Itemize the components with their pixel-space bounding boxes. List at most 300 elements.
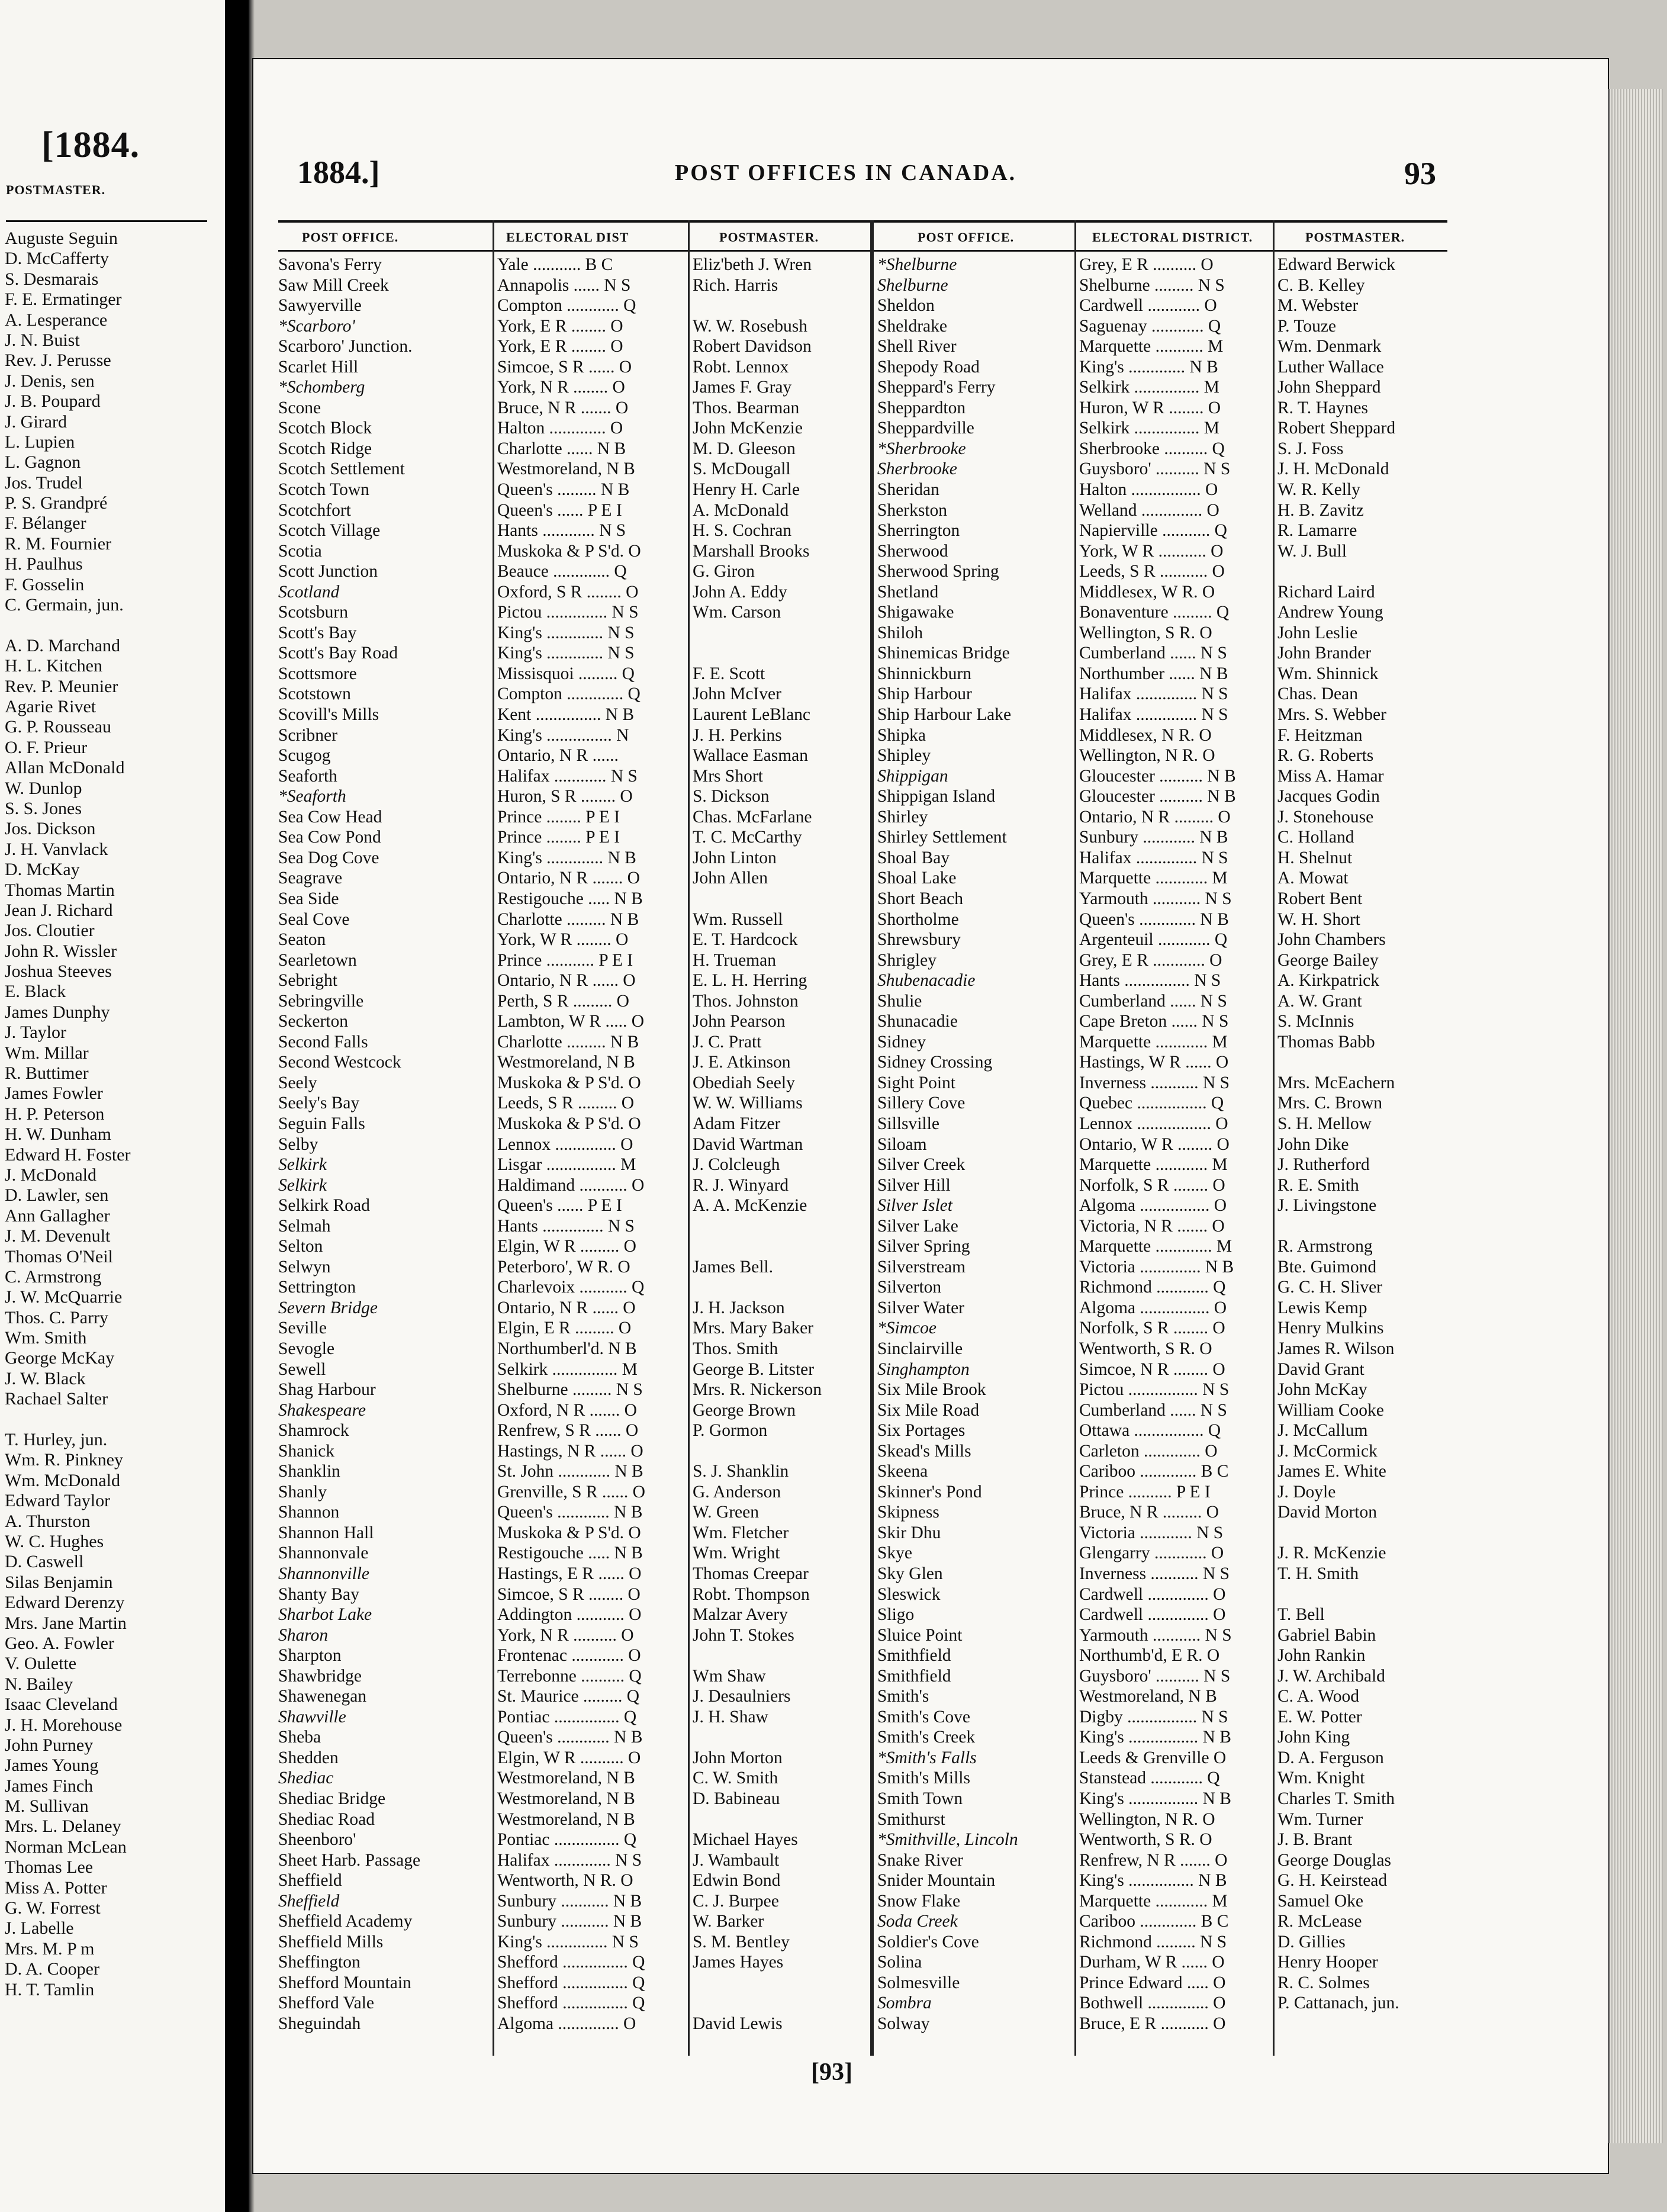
electoral-district: Victoria, N R ....... O	[1079, 1216, 1225, 1236]
postmaster-name: Wallace Easman	[693, 746, 809, 766]
electoral-district: Bruce, N R ......... O	[1079, 1503, 1219, 1522]
left-page-name: E. Black	[5, 982, 66, 1002]
electoral-district: Ontario, N R ......	[497, 746, 619, 766]
electoral-district: Halifax .............. N S	[1079, 684, 1228, 704]
postmaster-name: Mrs. R. Nickerson	[693, 1380, 822, 1400]
electoral-district: Hants ............... N S	[1079, 971, 1221, 991]
electoral-district: Bruce, E R ........... O	[1079, 2014, 1226, 2034]
electoral-district: Leeds, S R ........... O	[1079, 562, 1225, 581]
electoral-district: Ontario, N R ...... O	[497, 1298, 636, 1317]
electoral-district: Digby ................ N S	[1079, 1707, 1228, 1726]
left-page-name: John R. Wissler	[5, 941, 117, 961]
electoral-district: Grenville, S R ...... O	[497, 1482, 645, 1502]
electoral-district: Compton ............. Q	[497, 684, 641, 704]
post-office-name: Smith Town	[877, 1789, 963, 1809]
left-page-name: D. McCafferty	[5, 249, 110, 269]
electoral-district: Annapolis ...... N S	[497, 275, 631, 295]
postmaster-name: Gabriel Babin	[1277, 1625, 1376, 1645]
electoral-district: Muskoka & P S'd. O	[497, 1523, 641, 1542]
post-office-name: Shediac Road	[278, 1809, 375, 1829]
postmaster-name: Adam Fitzer	[693, 1114, 781, 1133]
postmaster-name	[693, 1727, 869, 1748]
post-office-name: Seagrave	[278, 869, 343, 888]
post-office-name: Shannonvale	[278, 1544, 369, 1563]
left-page-name	[5, 1410, 224, 1430]
postmaster-name: A. A. McKenzie	[693, 1196, 807, 1216]
post-office-name: Shepody Road	[877, 357, 980, 377]
post-office-name: Scotia	[278, 541, 322, 561]
postmaster-name	[1277, 1584, 1449, 1605]
left-page-name: J. Denis, sen	[5, 371, 95, 391]
electoral-district: Bruce, N R ....... O	[497, 398, 629, 417]
post-office-name: Scottsmore	[278, 664, 357, 683]
post-office-name: Sligo	[877, 1605, 915, 1625]
post-office-name: Sewell	[278, 1359, 326, 1379]
left-page-name: George McKay	[5, 1348, 115, 1368]
left-page-name: R. M. Fournier	[5, 533, 111, 554]
electoral-district: Simcoe, S R ...... O	[497, 357, 632, 377]
postmaster-name: S. Dickson	[693, 787, 770, 806]
postmaster-name: A. McDonald	[693, 500, 789, 520]
post-office-name: Sebright	[278, 971, 337, 991]
post-office-name: Scotch Block	[278, 419, 372, 438]
post-office-name: Shirley Settlement	[877, 828, 1007, 847]
postmaster-name: Mrs. S. Webber	[1277, 705, 1386, 725]
electoral-district: Cardwell ............ O	[1079, 296, 1217, 316]
post-office-name: Seely	[278, 1073, 317, 1092]
post-office-name: Skead's Mills	[877, 1441, 971, 1461]
post-office-name: Smith's Cove	[877, 1707, 970, 1726]
post-office-name: Shefford Mountain	[278, 1973, 411, 1992]
post-office-name: Siloam	[877, 1134, 927, 1154]
postmaster-name: J. E. Atkinson	[693, 1053, 791, 1072]
postmaster-name: Chas. Dean	[1277, 684, 1358, 704]
postmaster-name: S. McInnis	[1277, 1012, 1354, 1031]
postmaster-name	[693, 1973, 869, 1994]
electoral-district: King's ............. N B	[1079, 357, 1218, 377]
post-office-name: Singhampton	[877, 1359, 970, 1379]
left-page-name: H. P. Peterson	[5, 1104, 105, 1124]
electoral-district: Halton ................ O	[1079, 480, 1218, 500]
left-page-name: S. S. Jones	[5, 798, 82, 818]
post-office-name: Shulie	[877, 991, 922, 1011]
left-page-name: Thomas O'Neil	[5, 1246, 113, 1266]
left-postmaster-column	[693, 255, 869, 2034]
electoral-district: Leeds & Grenville O	[1079, 1748, 1227, 1767]
post-office-name: Ship Harbour Lake	[877, 705, 1012, 725]
post-office-name: Sleswick	[877, 1584, 941, 1604]
electoral-district: Hastings, N R ...... O	[497, 1441, 643, 1461]
post-office-name: Sharpton	[278, 1646, 342, 1666]
left-page-name: C. Germain, jun.	[5, 595, 124, 615]
right-office-column	[877, 255, 1073, 2034]
postmaster-name: Robt. Thompson	[693, 1584, 810, 1604]
postmaster-name: G. Giron	[693, 562, 755, 581]
post-office-name: Shannon Hall	[278, 1523, 374, 1542]
electoral-district: Cariboo ............. B C	[1079, 1462, 1229, 1481]
electoral-district: Pictou .............. N S	[497, 603, 639, 622]
electoral-district: Prince ........ P E I	[497, 828, 620, 847]
post-office-name: Six Portages	[877, 1421, 966, 1441]
electoral-district: Compton ............ Q	[497, 296, 636, 316]
postmaster-name: R. J. Winyard	[693, 1175, 789, 1195]
left-page-name: H. L. Kitchen	[5, 656, 102, 676]
postmaster-name: Obediah Seely	[693, 1073, 795, 1092]
post-office-name: *Seaforth	[278, 787, 346, 806]
post-office-name: Shediac	[278, 1769, 334, 1788]
left-page-name: A. D. Marchand	[5, 635, 120, 655]
column-header-post-office: POST OFFICE.	[302, 230, 399, 245]
electoral-district: Shelburne ......... N S	[497, 1380, 643, 1400]
electoral-district: Queen's ......... N B	[497, 480, 630, 500]
electoral-district: Stanstead ............ Q	[1079, 1769, 1220, 1788]
electoral-district: Selkirk ............... M	[1079, 419, 1219, 438]
table-top-rule	[278, 220, 1447, 223]
column-header-postmaster: POSTMASTER.	[719, 230, 819, 245]
electoral-district: King's ............. N S	[497, 644, 635, 663]
electoral-district: Elgin, W R ......... O	[497, 1237, 636, 1256]
postmaster-name: John McKenzie	[693, 419, 803, 438]
post-office-name: Shoal Bay	[877, 848, 950, 867]
electoral-district: Durham, W R ...... O	[1079, 1953, 1225, 1972]
left-page-name: James Fowler	[5, 1084, 103, 1104]
electoral-district: Beauce ............. Q	[497, 562, 627, 581]
post-office-name: Smith's Mills	[877, 1769, 970, 1788]
left-page-name: A. Thurston	[5, 1511, 91, 1531]
left-page-name: Rachael Salter	[5, 1389, 108, 1409]
left-page-name: Jean J. Richard	[5, 900, 113, 920]
postmaster-name: Michael Hayes	[693, 1830, 798, 1850]
left-page-name: C. Armstrong	[5, 1266, 102, 1287]
electoral-district: Hastings, W R ...... O	[1079, 1053, 1229, 1072]
electoral-district: Napierville ........... Q	[1079, 521, 1227, 541]
postmaster-name: D. A. Ferguson	[1277, 1748, 1384, 1767]
post-office-name: *Sherbrooke	[877, 439, 966, 458]
postmaster-name: J. Colcleugh	[693, 1155, 780, 1175]
post-office-name: Shipka	[877, 725, 926, 745]
post-office-name: Silver Lake	[877, 1216, 958, 1236]
electoral-district: Northumber ...... N B	[1079, 664, 1228, 683]
post-office-name: Skeena	[877, 1462, 928, 1481]
electoral-district: York, W R ........... O	[1079, 541, 1224, 561]
post-office-name: Scotchfort	[278, 500, 351, 520]
post-office-name: Sheffield	[278, 1871, 342, 1891]
post-office-name: Selmah	[278, 1216, 331, 1236]
post-office-name: Seal Cove	[278, 909, 350, 929]
left-page-name: Isaac Cleveland	[5, 1695, 118, 1715]
electoral-district: Perth, S R ......... O	[497, 991, 629, 1011]
page-title: POST OFFICES IN CANADA.	[675, 160, 1017, 185]
electoral-district: Norfolk, S R ........ O	[1079, 1175, 1225, 1195]
electoral-district: Wellington, N R. O	[1079, 1809, 1215, 1829]
postmaster-name: H. Trueman	[693, 950, 776, 970]
left-page-name: J. Taylor	[5, 1023, 67, 1043]
left-page-name: F. Gosselin	[5, 574, 85, 594]
electoral-district: King's ............... N	[497, 725, 629, 745]
postmaster-name: Samuel Oke	[1277, 1891, 1364, 1911]
electoral-district: York, E R ........ O	[497, 337, 623, 356]
electoral-district: Bothwell .............. O	[1079, 1994, 1226, 2013]
postmaster-name: S. McDougall	[693, 459, 791, 479]
left-page-name: Rev. J. Perusse	[5, 351, 111, 371]
electoral-district: Marquette ............. M	[1079, 1237, 1232, 1256]
electoral-district: Frontenac ............ O	[497, 1646, 641, 1666]
post-office-name: Shedden	[278, 1748, 339, 1767]
left-page-name: Mrs. Jane Martin	[5, 1613, 127, 1633]
electoral-district: Cumberland ...... N S	[1079, 991, 1227, 1011]
postmaster-name: Robert Bent	[1277, 889, 1363, 908]
postmaster-name: Andrew Young	[1277, 603, 1383, 622]
postmaster-name: J. Rutherford	[1277, 1155, 1370, 1175]
postmaster-name: Laurent LeBlanc	[693, 705, 811, 725]
electoral-district: Halifax ............. N S	[497, 1850, 642, 1870]
left-page-name: N. Bailey	[5, 1674, 73, 1694]
postmaster-name: P. Gormon	[693, 1421, 768, 1441]
electoral-district: Marquette ............ M	[1079, 1155, 1228, 1175]
left-page-name: J. B. Poupard	[5, 391, 101, 411]
left-page-name: Wm. Millar	[5, 1043, 89, 1063]
postmaster-name: Mrs Short	[693, 766, 763, 786]
postmaster-name: J. McCallum	[1277, 1421, 1368, 1441]
postmaster-name: J. C. Pratt	[693, 1032, 762, 1052]
post-office-name: Scotch Village	[278, 521, 381, 541]
electoral-district: Carleton ............. O	[1079, 1441, 1218, 1461]
postmaster-name: Henry Mulkins	[1277, 1319, 1384, 1338]
electoral-district: Peterboro', W R. O	[497, 1257, 630, 1277]
electoral-district: Shefford ............... Q	[497, 1953, 645, 1972]
postmaster-name: G. C. H. Sliver	[1277, 1278, 1382, 1297]
left-page-postmaster-list	[5, 229, 224, 2000]
post-office-name: Savona's Ferry	[278, 255, 382, 274]
post-office-name: Scugog	[278, 746, 331, 766]
post-office-name: Sea Side	[278, 889, 339, 908]
postmaster-name	[693, 1441, 869, 1462]
postmaster-name: John McKay	[1277, 1380, 1367, 1400]
postmaster-name: Eliz'beth J. Wren	[693, 255, 812, 274]
electoral-district: Charlotte ......... N B	[497, 1032, 639, 1052]
postmaster-name: P. Cattanach, jun.	[1277, 1994, 1399, 2013]
post-office-name: Soda Creek	[877, 1912, 958, 1931]
postmaster-name: Robert Davidson	[693, 337, 812, 356]
electoral-district: Ontario, N R ...... O	[497, 971, 636, 991]
left-page-name: J. McDonald	[5, 1165, 96, 1185]
electoral-district: Richmond ......... N S	[1079, 1932, 1227, 1951]
post-office-name: Shanty Bay	[278, 1584, 359, 1604]
left-page-name: Mrs. M. P m	[5, 1938, 95, 1959]
post-office-name: Sheffington	[278, 1953, 361, 1972]
post-office-name: *Simcoe	[877, 1319, 937, 1338]
postmaster-name: R. McLease	[1277, 1912, 1362, 1931]
post-office-name: Scotland	[278, 582, 340, 602]
post-office-name: Sherbrooke	[877, 459, 957, 479]
column-divider	[1074, 220, 1076, 2056]
electoral-district: Charlotte ......... N B	[497, 909, 639, 929]
postmaster-name: George B. Litster	[693, 1359, 815, 1379]
left-page-name: A. Lesperance	[5, 310, 108, 330]
postmaster-name: John Brander	[1277, 644, 1372, 663]
postmaster-name: John Rankin	[1277, 1646, 1366, 1666]
post-office-name: Sidney Crossing	[877, 1053, 993, 1072]
post-office-name: Sheenboro'	[278, 1830, 356, 1850]
postmaster-name: J. B. Brant	[1277, 1830, 1353, 1850]
left-page-name: Thos. C. Parry	[5, 1307, 108, 1327]
postmaster-name: Thomas Babb	[1277, 1032, 1375, 1052]
postmaster-name: Richard Laird	[1277, 582, 1375, 602]
electoral-district: York, W R ........ O	[497, 930, 629, 950]
electoral-district: Pontiac ............... Q	[497, 1707, 637, 1726]
left-page-name: J. N. Buist	[5, 330, 80, 350]
postmaster-name: C. B. Kelley	[1277, 275, 1365, 295]
left-page-name: Jos. Cloutier	[5, 921, 95, 941]
post-office-name: Skinner's Pond	[877, 1482, 982, 1502]
postmaster-name: Wm. Wright	[693, 1544, 780, 1563]
post-office-name: Shelburne	[877, 275, 948, 295]
electoral-district: Ontario, N R ......... O	[1079, 807, 1231, 827]
post-office-name: Selkirk	[278, 1175, 327, 1195]
electoral-district: Queen's ............. N B	[1079, 909, 1229, 929]
postmaster-name: Thos. Bearman	[693, 398, 800, 417]
electoral-district: Glengarry ............ O	[1079, 1544, 1224, 1563]
post-office-name: Shanick	[278, 1441, 335, 1461]
electoral-district: Lisgar ................ M	[497, 1155, 636, 1175]
post-office-name: Sherkston	[877, 500, 947, 520]
electoral-district: Prince .......... P E I	[1079, 1482, 1211, 1502]
post-office-name: Sillsville	[877, 1114, 939, 1133]
post-office-name: Six Mile Road	[877, 1400, 980, 1420]
postmaster-name: A. Mowat	[1277, 869, 1349, 888]
post-office-name: Seaforth	[278, 766, 337, 786]
left-page-name: V. Oulette	[5, 1654, 77, 1674]
header-year: 1884.]	[297, 155, 380, 190]
electoral-district: Westmoreland, N B	[497, 1809, 635, 1829]
electoral-district: Shefford ............... Q	[497, 1973, 645, 1992]
post-office-name: Smithurst	[877, 1809, 945, 1829]
electoral-district: Marquette ........... M	[1079, 337, 1224, 356]
left-page-name: Wm. Smith	[5, 1328, 87, 1348]
post-office-name: Scott Junction	[278, 562, 378, 581]
postmaster-name: Jacques Godin	[1277, 787, 1380, 806]
electoral-district: Renfrew, S R ...... O	[497, 1421, 639, 1441]
left-page-name: P. S. Grandpré	[5, 493, 108, 513]
left-page-name: J. Labelle	[5, 1918, 74, 1938]
electoral-district: Yarmouth ........... N S	[1079, 889, 1232, 908]
left-page-column-heading: POSTMASTER.	[6, 182, 106, 197]
post-office-name: Sheet Harb. Passage	[278, 1850, 421, 1870]
electoral-district: Westmoreland, N B	[1079, 1687, 1217, 1706]
post-office-name: Sheppardton	[877, 398, 966, 417]
electoral-district: Elgin, E R ......... O	[497, 1319, 632, 1338]
left-page-name: F. E. Ermatinger	[5, 290, 122, 310]
electoral-district: Cumberland ...... N S	[1079, 1400, 1227, 1420]
post-office-name: Shinemicas Bridge	[877, 644, 1010, 663]
post-office-name: Six Mile Brook	[877, 1380, 986, 1400]
left-page-name: T. Hurley, jun.	[5, 1430, 108, 1450]
electoral-district: Gloucester .......... N B	[1079, 766, 1236, 786]
electoral-district: Queen's ...... P E I	[497, 1196, 622, 1216]
post-office-name: Selby	[278, 1134, 318, 1154]
left-district-column	[497, 255, 686, 2034]
left-page-name: G. P. Rousseau	[5, 717, 112, 737]
postmaster-name: W. W. Williams	[693, 1094, 803, 1113]
post-office-name: Scott's Bay	[278, 623, 357, 642]
postmaster-name: S. J. Shanklin	[693, 1462, 789, 1481]
electoral-district: Restigouche ..... N B	[497, 889, 643, 908]
post-office-name: Shigawake	[877, 603, 954, 622]
post-office-name: Sheppardville	[877, 419, 974, 438]
electoral-district: Middlesex, N R. O	[1079, 725, 1212, 745]
postmaster-name: T. C. McCarthy	[693, 828, 802, 847]
postmaster-name: G. H. Keirstead	[1277, 1871, 1388, 1891]
left-page-name: J. H. Morehouse	[5, 1715, 123, 1735]
postmaster-name: Robt. Lennox	[693, 357, 789, 377]
electoral-district: Grey, E R .......... O	[1079, 255, 1214, 274]
postmaster-name: John McIver	[693, 684, 781, 704]
post-office-name: Shipley	[877, 746, 931, 766]
electoral-district: Kent ............... N B	[497, 705, 635, 725]
left-page-name: Miss A. Potter	[5, 1877, 107, 1898]
postmaster-name: Rich. Harris	[693, 275, 778, 295]
post-office-name: Sebringville	[278, 991, 364, 1011]
postmaster-name: R. E. Smith	[1277, 1175, 1359, 1195]
electoral-district: Ontario, W R ........ O	[1079, 1134, 1230, 1154]
post-office-name: Settrington	[278, 1278, 356, 1297]
electoral-district: Halifax ............ N S	[497, 766, 638, 786]
electoral-district: Queen's ............ N B	[497, 1728, 643, 1747]
left-page-name: Mrs. L. Delaney	[5, 1816, 121, 1837]
postmaster-name: Edward Berwick	[1277, 255, 1396, 274]
post-office-name: Sluice Point	[877, 1625, 963, 1645]
post-office-name: *Smithville, Lincoln	[877, 1830, 1018, 1850]
column-divider	[688, 220, 690, 2056]
electoral-district: Inverness ........... N S	[1079, 1073, 1230, 1092]
post-office-name: Sherwood	[877, 541, 948, 561]
postmaster-name: C. A. Wood	[1277, 1687, 1360, 1706]
post-office-name: *Smith's Falls	[877, 1748, 977, 1767]
postmaster-name: James Bell.	[693, 1257, 774, 1277]
post-office-name: Solmesville	[877, 1973, 960, 1992]
electoral-district: Charlotte ...... N B	[497, 439, 626, 458]
postmaster-name: David Wartman	[693, 1134, 803, 1154]
electoral-district: Sherbrooke .......... Q	[1079, 439, 1225, 458]
electoral-district: Inverness ........... N S	[1079, 1564, 1230, 1583]
left-page-name: D. Lawler, sen	[5, 1185, 109, 1205]
left-page-name: O. F. Prieur	[5, 737, 88, 757]
left-page-name: M. Sullivan	[5, 1796, 89, 1816]
post-office-name: Scone	[278, 398, 321, 417]
right-postmaster-column	[1277, 255, 1449, 2034]
post-office-name: Shakespeare	[278, 1400, 366, 1420]
left-page-name: S. Desmarais	[5, 269, 99, 289]
postmaster-name: John Sheppard	[1277, 378, 1381, 397]
postmaster-name: John Dike	[1277, 1134, 1349, 1154]
post-office-name: Seguin Falls	[278, 1114, 365, 1133]
postmaster-name: Henry H. Carle	[693, 480, 800, 500]
electoral-district: Northumberl'd. N B	[497, 1339, 637, 1358]
electoral-district: Queen's ...... P E I	[497, 500, 622, 520]
postmaster-name: W. W. Rosebush	[693, 316, 807, 336]
post-office-name: Sevogle	[278, 1339, 335, 1358]
electoral-district: Middlesex, W R. O	[1079, 582, 1215, 602]
electoral-district: Prince ........... P E I	[497, 950, 633, 970]
left-page-name: James Young	[5, 1756, 99, 1776]
electoral-district: Huron, S R ........ O	[497, 787, 633, 806]
postmaster-name: W. J. Bull	[1277, 541, 1347, 561]
post-office-name: Shell River	[877, 337, 957, 356]
postmaster-name: A. Kirkpatrick	[1277, 971, 1380, 991]
electoral-district: King's .............. N S	[497, 1932, 639, 1951]
post-office-name: Scotstown	[278, 684, 351, 704]
post-office-name: Snow Flake	[877, 1891, 961, 1911]
